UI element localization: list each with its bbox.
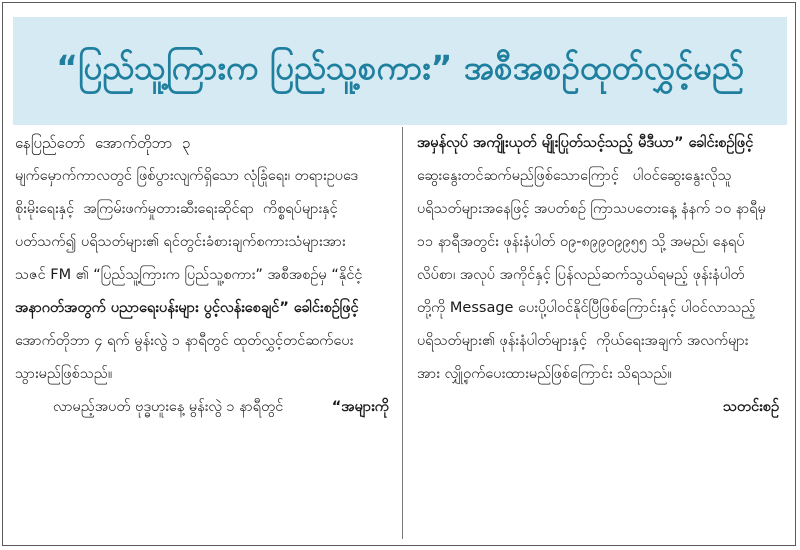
paragraph-line	[417, 259, 787, 292]
line-text: သွားမည်ဖြစ်သည်။	[15, 366, 113, 382]
line-text: မျက်မှောက်ကာလတွင် ဖြစ်ပွားလျက်ရှိသော လုံခြုံရေး၊ တရားဥပဒေ	[15, 168, 358, 184]
line-text: ၁၁ နာရီအတွင်း ဖုန်းနံပါတ် ၀၉-၈၉၉၀၉၉၅၅ သို့ အမည်၊ နေရပ်	[417, 234, 745, 250]
line-text-bold: “အများကို	[331, 399, 389, 415]
paragraph-line	[15, 226, 389, 259]
paragraph-line	[15, 325, 389, 358]
line-text: တို့ကို Message ပေးပို့ပါဝင်နိုင်ပြီဖြစ်ကြောင်းနှင့် ပါဝင်လာသည့်	[417, 300, 756, 316]
line-text: သဇင် FM ၏ “ပြည်သူ့ကြားက ပြည်သူ့စကား” အစီအစဉ်မှ “နိုင်ငံ့	[15, 267, 363, 283]
line-text: အနာဂတ်အတွက် ပညာရေးပန်းများ ပွင့်လန်းစေချင်” ခေါင်းစဉ်ဖြင့်	[15, 300, 359, 316]
paragraph-line	[417, 160, 787, 193]
paragraph-line	[15, 193, 389, 226]
headline-banner	[13, 17, 787, 125]
paragraph-line	[417, 292, 787, 325]
line-text: အောက်တိုဘာ ၄ ရက် မွန်းလွဲ ၁ နာရီတွင် ထုတ်လွှင့်တင်ဆက်ပေး	[15, 333, 354, 349]
byline	[417, 391, 787, 424]
line-text: စိုးမိုးရေးနှင့် အကြမ်းဖက်မှုတားဆီးရေးဆိုင်ရာ ကိစ္စရပ်များနှင့်	[15, 201, 338, 217]
right-column	[407, 127, 787, 543]
paragraph-line	[15, 358, 389, 391]
paragraph-line	[15, 160, 389, 193]
line-text: ပတ်သက်၍ ပရိသတ်များ၏ ရင်တွင်းခံစားချက်စကားသံများအား	[15, 234, 346, 250]
line-text: လာမည့်အပတ် ဗုဒ္ဓဟူးနေ့ မွန်းလွဲ ၁ နာရီတွင်	[53, 399, 284, 415]
paragraph-line	[417, 127, 787, 160]
paragraph-line	[15, 259, 389, 292]
paragraph-line	[15, 391, 389, 424]
paragraph-line	[15, 292, 389, 325]
line-text: ပရိသတ်များ၏ ဖုန်းနံပါတ်များနှင့် ကိုယ်ရေးအချက် အလက်များ	[417, 333, 749, 349]
dateline-text: နေပြည်တော် အောက်တိုဘာ ၃	[15, 134, 191, 152]
line-text: ပရိသတ်များအနေဖြင့် အပတ်စဉ် ကြာသပတေးနေ့ နံနက် ၁၀ နာရီမှ	[417, 201, 766, 217]
paragraph-line	[417, 358, 787, 391]
paragraph-line	[417, 193, 787, 226]
column-divider	[402, 127, 403, 539]
line-text: လိပ်စာ၊ အလုပ် အကိုင်နှင့် ပြန်လည်ဆက်သွယ်ရမည့် ဖုန်းနံပါတ်	[417, 267, 745, 283]
headline: “ပြည်သူ့ကြားက ပြည်သူ့စကား” အစီအစဉ်ထုတ်လွှင့်မည်	[56, 47, 744, 87]
article-frame	[2, 2, 796, 546]
line-text: ဆွေးနွေးတင်ဆက်မည်ဖြစ်သောကြောင့် ပါဝင်ဆွေးနွေးလိုသူ	[417, 168, 732, 184]
line-text: အား လျှို့ဝှက်ပေးထားမည်ဖြစ်ကြောင်း သိရသည်။	[417, 366, 672, 382]
left-column	[9, 127, 389, 543]
paragraph-line	[417, 325, 787, 358]
dateline	[15, 127, 389, 160]
line-text: အမှန်လုပ် အကျိုးယုတ် မျိုးပြုတ်သင့်သည့် မီဒီယာ” ခေါင်းစဉ်ဖြင့်	[417, 135, 754, 151]
paragraph-line	[417, 226, 787, 259]
byline-text: သတင်းစဉ်	[722, 399, 779, 415]
